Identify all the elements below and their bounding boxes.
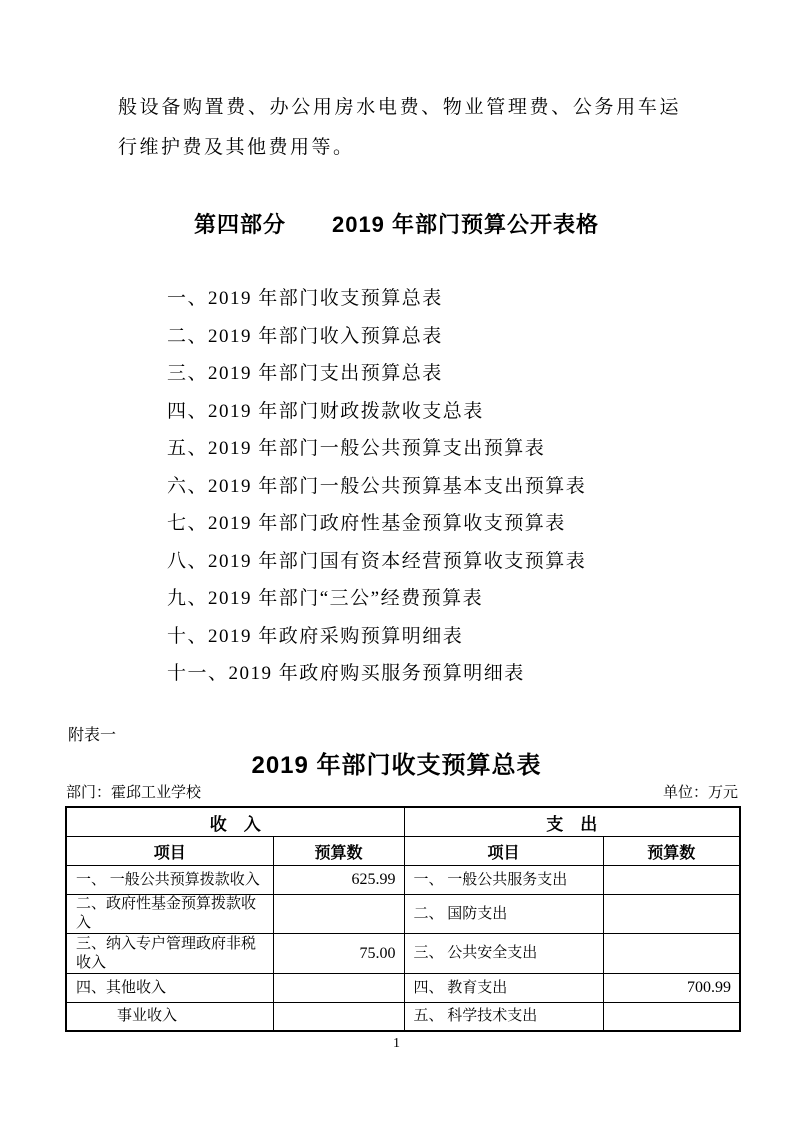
list-item: 六、2019 年部门一般公共预算基本支出预算表 [167, 475, 587, 497]
income-value-cell: 625.99 [273, 866, 404, 895]
list-item: 一、2019 年部门收支预算总表 [167, 288, 443, 309]
expense-item-cell: 一、 一般公共服务支出 [404, 866, 603, 895]
budget-summary-table [65, 806, 741, 1032]
list-item: 七、2019 年部门政府性基金预算收支预算表 [167, 513, 566, 534]
table-title: 2019 年部门收支预算总表 [251, 752, 542, 779]
expense-value-cell [603, 866, 740, 895]
income-value-cell [273, 895, 404, 934]
unit-label: 单位：万元 [662, 785, 738, 801]
expense-value-header: 预算数 [603, 837, 740, 866]
list-item: 九、2019 年部门“三公”经费预算表 [167, 588, 484, 609]
income-item-cell: 一、 一般公共预算拨款收入 [66, 866, 273, 895]
table-row [66, 895, 740, 934]
list-item: 三、2019 年部门支出预算总表 [167, 363, 443, 384]
expense-item-cell: 五、 科学技术支出 [404, 1003, 603, 1031]
section-header-row [66, 807, 740, 837]
income-item-cell: 二、政府性基金预算拨款收入 [66, 895, 273, 934]
expense-item-cell: 二、 国防支出 [404, 895, 603, 934]
table-row [66, 974, 740, 1003]
appendix-label: 附表一 [68, 727, 117, 744]
expense-item-header: 项目 [404, 837, 603, 866]
list-item: 十一、2019 年政府购买服务预算明细表 [167, 663, 525, 684]
page-number: 1 [393, 1036, 400, 1051]
income-value-cell [273, 1003, 404, 1031]
list-item: 八、2019 年部门国有资本经营预算收支预算表 [167, 550, 587, 572]
income-item-cell: 事业收入 [66, 1003, 273, 1031]
income-item-header: 项目 [66, 837, 273, 866]
income-value-cell [273, 974, 404, 1003]
table-row [66, 934, 740, 974]
table-row [66, 1003, 740, 1031]
section-heading: 第四部分 2019 年部门预算公开表格 [193, 212, 600, 237]
income-value-cell: 75.00 [273, 934, 404, 974]
expense-item-cell: 四、 教育支出 [404, 974, 603, 1003]
income-value-header: 预算数 [273, 837, 404, 866]
income-section-header: 收 入 [66, 807, 404, 837]
department-label: 部门：霍邱工业学校 [66, 785, 202, 801]
list-item: 十、2019 年政府采购预算明细表 [167, 625, 464, 647]
expense-value-cell: 700.99 [603, 974, 740, 1003]
expense-value-cell [603, 895, 740, 934]
table-list [167, 280, 586, 693]
list-item: 四、2019 年部门财政拨款收支总表 [167, 400, 484, 422]
income-item-cell: 四、其他收入 [66, 974, 273, 1003]
table-meta-row [66, 781, 738, 802]
expense-item-cell: 三、 公共安全支出 [404, 934, 603, 974]
list-item: 五、2019 年部门一般公共预算支出预算表 [167, 438, 546, 459]
body-paragraph: 般设备购置费、办公用房水电费、物业管理费、公务用车运行维护费及其他费用等。 [118, 97, 681, 158]
list-item: 二、2019 年部门收入预算总表 [167, 325, 443, 347]
income-item-cell: 三、纳入专户管理政府非税收入 [66, 934, 273, 974]
table-row [66, 866, 740, 895]
expense-value-cell [603, 1003, 740, 1031]
expense-section-header: 支 出 [404, 807, 740, 837]
column-header-row [66, 837, 740, 866]
expense-value-cell [603, 934, 740, 974]
